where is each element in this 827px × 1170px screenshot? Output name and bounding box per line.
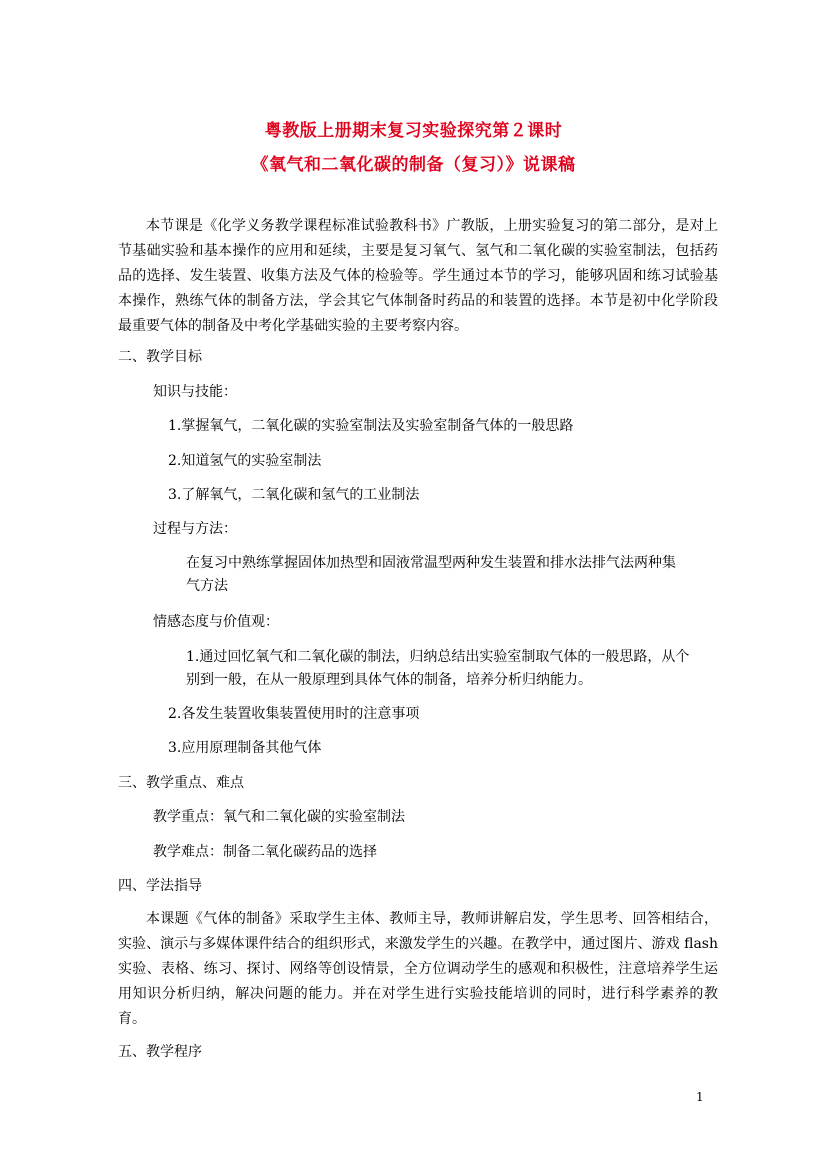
- section-4-paragraph: 本课题《气体的制备》采取学生主体、教师主导，教师讲解启发，学生思考、回答相结合，实验、演示与多媒体课件结合的组织形式，来激发学生的兴趣。在教学中，通过图片、游戏 flash实验、表格、练习、探讨、网络等创设情景，全方位调动学生的感观和积极性，注意培养学生运用知识分析归纳，解决问题的能力。并在对学生进行实验技能培训的同时，进行科学素养的教育。: [118, 911, 718, 1027]
- section-4-heading: 四、学法指导: [118, 878, 202, 894]
- emotion-item-1-line-2: 别到一般，在从一般原理到具体气体的制备，培养分析归纳能力。: [186, 672, 592, 688]
- knowledge-item-3: 3.了解氧气，二氧化碳和氢气的工业制法: [168, 487, 420, 503]
- intro-paragraph: 本节课是《化学义务教学课程标准试验教科书》广教版，上册实验复习的第二部分，是对上节基础实验和基本操作的应用和延续，主要是复习氧气、氢气和二氧化碳的实验室制法，包括药品的选择、发生装置、收集方法及气体的检验等。学生通过本节的学习，能够巩固和练习试验基本操作，熟练气体的制备方法，学会其它气体制备时药品的和装置的选择。本节是初中化学阶段最重要气体的制备及中考化学基础实验的主要考察内容。: [118, 218, 718, 334]
- difficulty-point: 教学难点：制备二氧化碳药品的选择: [153, 844, 377, 860]
- knowledge-item-1: 1.掌握氧气，二氧化碳的实验室制法及实验室制备气体的一般思路: [168, 418, 574, 434]
- knowledge-label: 知识与技能：: [153, 384, 237, 400]
- process-text-line-1: 在复习中熟练掌握固体加热型和固液常温型两种发生装置和排水法排气法两种集: [186, 555, 676, 571]
- emotion-item-1-line-1: 1.通过回忆氧气和二氧化碳的制法，归纳总结出实验室制取气体的一般思路，从个: [186, 649, 690, 665]
- title-line-1: 粤教版上册期末复习实验探究第２课时: [264, 121, 563, 141]
- process-text-line-2: 气方法: [186, 578, 228, 594]
- page-number: 1: [696, 1090, 704, 1104]
- title-line-2: 《氧气和二氧化碳的制备（复习）》说课稿: [251, 155, 576, 175]
- section-3-heading: 三、教学重点、难点: [118, 775, 244, 791]
- process-label: 过程与方法：: [153, 521, 237, 537]
- section-5-heading: 五、教学程序: [118, 1044, 202, 1060]
- emotion-item-3: 3.应用原理制备其他气体: [168, 740, 322, 756]
- emotion-item-2: 2.各发生装置收集装置使用时的注意事项: [168, 706, 420, 722]
- section-2-heading: 二、教学目标: [118, 349, 202, 365]
- emotion-label: 情感态度与价值观：: [153, 614, 279, 630]
- key-point: 教学重点：氧气和二氧化碳的实验室制法: [153, 809, 405, 825]
- knowledge-item-2: 2.知道氢气的实验室制法: [168, 453, 322, 469]
